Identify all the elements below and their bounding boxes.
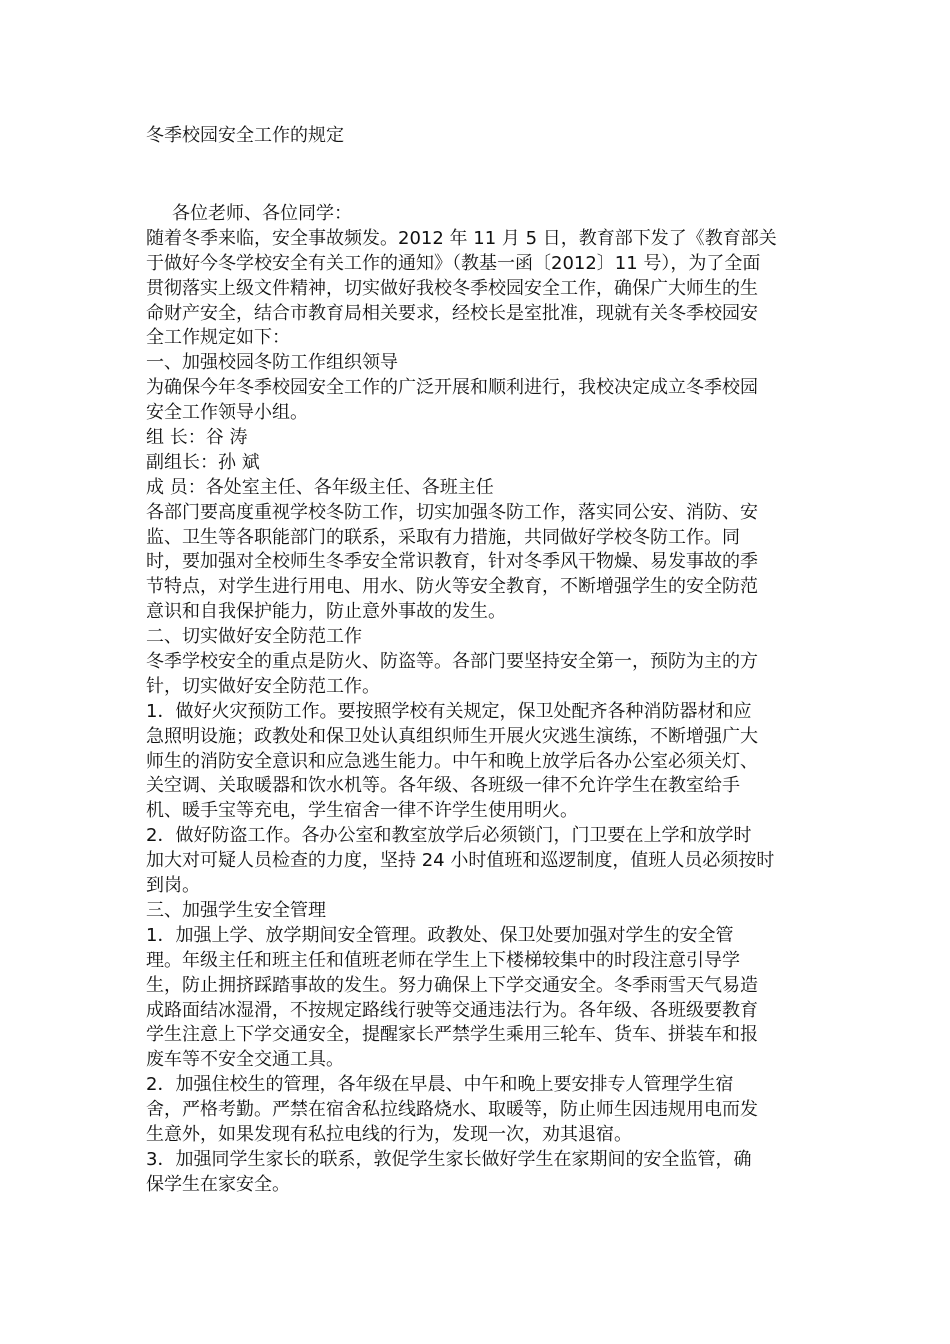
body-line: 生，防止拥挤踩踏事故的发生。努力确保上下学交通安全。冬季雨雪天气易造	[146, 974, 758, 996]
body-line: 3．加强同学生家长的联系，敦促学生家长做好学生在家期间的安全监管，确	[146, 1148, 752, 1170]
body-line: 各部门要高度重视学校冬防工作，切实加强冬防工作，落实同公安、消防、安	[146, 501, 758, 523]
members-line: 成 员：各处室主任、各年级主任、各班主任	[146, 476, 494, 498]
body-line: 舍，严格考勤。严禁在宿舍私拉线路烧水、取暖等，防止师生因违规用电而发	[146, 1099, 758, 1121]
body-line: 监、卫生等各职能部门的联系，采取有力措施，共同做好学校冬防工作。同	[146, 526, 740, 548]
body-line: 保学生在家安全。	[146, 1173, 290, 1195]
document-title: 冬季校园安全工作的规定	[146, 125, 344, 146]
body-line: 全工作规定如下：	[146, 327, 290, 349]
body-line: 为确保今年冬季校园安全工作的广泛开展和顺利进行，我校决定成立冬季校园	[146, 377, 758, 399]
salutation-line: 各位老师、各位同学：	[172, 203, 352, 224]
body-line: 命财产安全，结合市教育局相关要求，经校长是室批准，现就有关冬季校园安	[146, 302, 758, 324]
section-heading: 三、加强学生安全管理	[146, 899, 326, 921]
leader-line: 组 长：谷 涛	[146, 427, 248, 449]
body-line: 意识和自我保护能力，防止意外事故的发生。	[146, 601, 506, 623]
body-line: 关空调、关取暖器和饮水机等。各年级、各班级一律不允许学生在教室给手	[146, 775, 740, 797]
body-line: 2．加强住校生的管理，各年级在早晨、中午和晚上要安排专人管理学生宿	[146, 1074, 734, 1096]
body-line: 冬季学校安全的重点是防火、防盗等。各部门要坚持安全第一，预防为主的方	[146, 651, 758, 673]
body-line: 节特点，对学生进行用电、用水、防火等安全教育，不断增强学生的安全防范	[146, 576, 758, 598]
deputy-leader-line: 副组长：孙 斌	[146, 451, 260, 473]
section-heading: 一、加强校园冬防工作组织领导	[146, 352, 398, 374]
body-line: 1．做好火灾预防工作。要按照学校有关规定，保卫处配齐各种消防器材和应	[146, 700, 752, 722]
body-line: 于做好今冬学校安全有关工作的通知》（教基一函〔2012〕11 号），为了全面	[146, 252, 761, 274]
body-line: 1．加强上学、放学期间安全管理。政教处、保卫处要加强对学生的安全管	[146, 924, 734, 946]
body-line: 针，切实做好安全防范工作。	[146, 675, 380, 697]
body-line: 学生注意上下学交通安全，提醒家长严禁学生乘用三轮车、货车、拼装车和报	[146, 1024, 758, 1046]
body-line: 贯彻落实上级文件精神，切实做好我校冬季校园安全工作，确保广大师生的生	[146, 277, 758, 299]
body-line: 师生的消防安全意识和应急逃生能力。中午和晚上放学后各办公室必须关灯、	[146, 750, 758, 772]
body-line: 生意外，如果发现有私拉电线的行为，发现一次，劝其退宿。	[146, 1123, 632, 1145]
document-body	[146, 202, 808, 1198]
body-line: 机、暖手宝等充电，学生宿舍一律不许学生使用明火。	[146, 800, 578, 822]
body-line: 到岗。	[146, 875, 200, 897]
section-heading: 二、切实做好安全防范工作	[146, 626, 362, 648]
body-line: 随着冬季来临，安全事故频发。2012 年 11 月 5 日，教育部下发了《教育部关	[146, 227, 777, 249]
body-line: 废车等不安全交通工具。	[146, 1049, 344, 1071]
body-line: 2．做好防盗工作。各办公室和教室放学后必须锁门，门卫要在上学和放学时	[146, 825, 752, 847]
body-line: 时，要加强对全校师生冬季安全常识教育，针对冬季风干物燥、易发事故的季	[146, 551, 758, 573]
body-line: 理。年级主任和班主任和值班老师在学生上下楼梯较集中的时段注意引导学	[146, 949, 740, 971]
body-line: 加大对可疑人员检查的力度，坚持 24 小时值班和巡逻制度，值班人员必须按时	[146, 850, 775, 872]
body-line: 急照明设施；政教处和保卫处认真组织师生开展火灾逃生演练，不断增强广大	[146, 725, 758, 747]
body-line: 成路面结冰湿滑，不按规定路线行驶等交通违法行为。各年级、各班级要教育	[146, 999, 758, 1021]
body-line: 安全工作领导小组。	[146, 402, 308, 424]
